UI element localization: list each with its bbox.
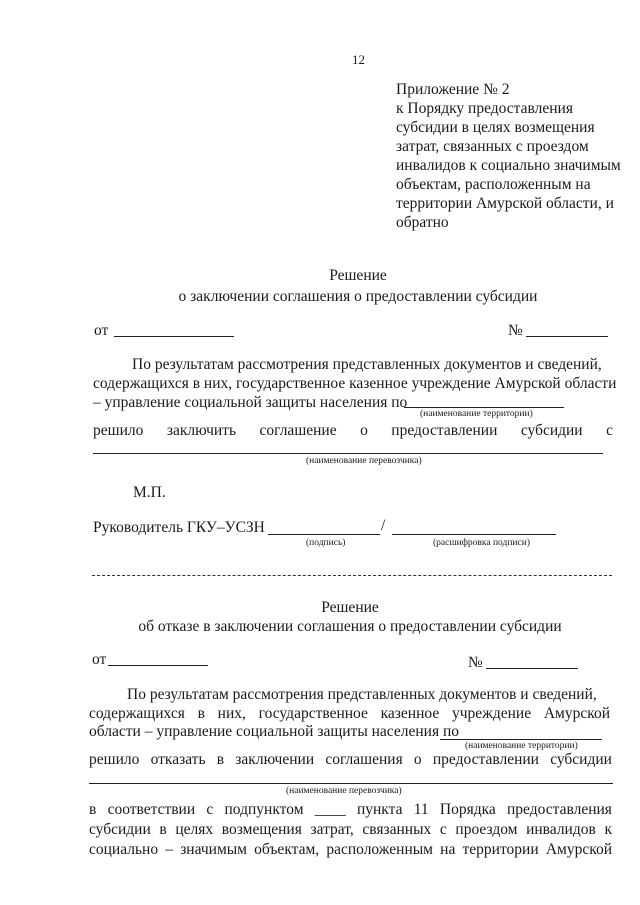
word: заключить <box>166 422 237 439</box>
number-field-line <box>526 336 608 337</box>
word: с <box>439 821 447 838</box>
signature-field-line <box>268 534 380 535</box>
word: связанных <box>362 821 432 838</box>
appendix-block <box>396 80 621 232</box>
decision1-title: Решение <box>329 267 387 284</box>
territory-field-line <box>440 739 602 740</box>
word: Амурской <box>545 841 612 858</box>
signature-caption: (подпись) <box>306 538 346 548</box>
word: в <box>159 821 167 838</box>
word: подпунктом <box>224 801 304 818</box>
word: о <box>413 751 422 768</box>
decision2-from-label: от <box>92 651 107 668</box>
decision2-subtitle: об отказе в заключении соглашения о предоставлении субсидии <box>138 618 562 635</box>
word: на <box>440 841 456 858</box>
appendix-line: к Порядку предоставления <box>396 100 573 117</box>
word: социально <box>89 841 159 858</box>
territory-caption: (наименование территории) <box>420 409 533 419</box>
word: о <box>360 422 368 439</box>
word: проездом <box>455 821 518 838</box>
carrier-caption: (наименование перевозчика) <box>286 786 402 796</box>
date-field-line <box>114 336 234 337</box>
decoding-caption: (расшифровка подписи) <box>433 538 530 548</box>
word: значимым <box>180 841 247 858</box>
word: решило <box>89 751 140 768</box>
word: – <box>165 841 174 858</box>
decision2-body-line: содержащихся в них, государственное казенное учреждение Амурской <box>89 705 610 722</box>
territory-caption: (наименование территории) <box>465 741 578 751</box>
word: инвалидов <box>526 821 596 838</box>
number-field-line <box>486 668 578 669</box>
word: с <box>606 422 613 439</box>
date-field-line <box>108 665 208 666</box>
word: в <box>216 751 225 768</box>
decision2-number-label: № <box>468 654 483 671</box>
carrier-caption: (наименование перевозчика) <box>306 456 422 466</box>
word: пункта <box>356 801 403 818</box>
appendix-line: затрат, связанных с проездом <box>396 138 589 155</box>
decision1-body-line: содержащихся в них, государственное казенное учреждение Амурской области <box>93 375 617 392</box>
carrier-field-line <box>89 783 613 784</box>
decision2-body-line: По результатам рассмотрения представленных документов и сведений, <box>127 686 597 703</box>
word: территории <box>462 841 539 858</box>
territory-field-line <box>404 407 564 408</box>
word: Порядка <box>439 801 496 818</box>
word: целях <box>175 821 214 838</box>
word: к <box>604 821 612 838</box>
decision2-tail-line <box>89 840 612 859</box>
word: затрат, <box>310 821 354 838</box>
decision2-tail-line <box>89 800 612 819</box>
carrier-field-line <box>93 453 603 454</box>
decoding-field-line <box>392 534 556 535</box>
stamp-label: М.П. <box>133 484 166 501</box>
decision2-body-line: области – управление социальной защиты населения по <box>89 723 459 740</box>
word: ____ <box>314 801 346 818</box>
word: объектам, <box>254 841 320 858</box>
appendix-line: объектам, расположенным на <box>396 176 591 193</box>
word: соглашение <box>259 422 337 439</box>
word: возмещения <box>221 821 302 838</box>
word: отказать <box>150 751 206 768</box>
decision1-from-label: от <box>94 322 109 339</box>
word: расположенным <box>326 841 433 858</box>
appendix-line: обратно <box>396 214 449 231</box>
cut-line <box>92 575 612 576</box>
word: субсидии <box>89 821 151 838</box>
decision1-decided-line <box>93 421 613 440</box>
word: с <box>206 801 214 818</box>
decision1-number-label: № <box>508 322 523 339</box>
word: соглашения <box>325 751 403 768</box>
slash: / <box>381 517 386 534</box>
word: решило <box>93 422 144 439</box>
appendix-line: территории Амурской области, и <box>396 195 614 212</box>
decision2-tail-line <box>89 820 612 839</box>
appendix-line: инвалидов к социально значимым <box>396 157 621 174</box>
decision1-body-line: По результатам рассмотрения представленных документов и сведений, <box>132 356 602 373</box>
head-label: Руководитель ГКУ–УСЗН <box>93 519 265 536</box>
decision2-decided-line <box>89 750 612 769</box>
word: заключении <box>235 751 315 768</box>
word: в <box>89 801 97 818</box>
appendix-line: субсидии в целях возмещения <box>396 119 595 136</box>
word: предоставлении <box>432 751 539 768</box>
appendix-line: Приложение № 2 <box>396 81 510 98</box>
decision2-title: Решение <box>321 599 379 616</box>
decision1-body-line: – управление социальной защиты населения по <box>93 394 408 411</box>
word: соответствии <box>107 801 196 818</box>
word: предоставления <box>507 801 612 818</box>
page-number: 12 <box>352 52 365 67</box>
word: предоставлении <box>391 422 498 439</box>
word: 11 <box>413 801 429 818</box>
decision1-subtitle: о заключении соглашения о предоставлении субсидии <box>178 288 538 305</box>
word: субсидии <box>550 751 612 768</box>
word: субсидии <box>520 422 583 439</box>
